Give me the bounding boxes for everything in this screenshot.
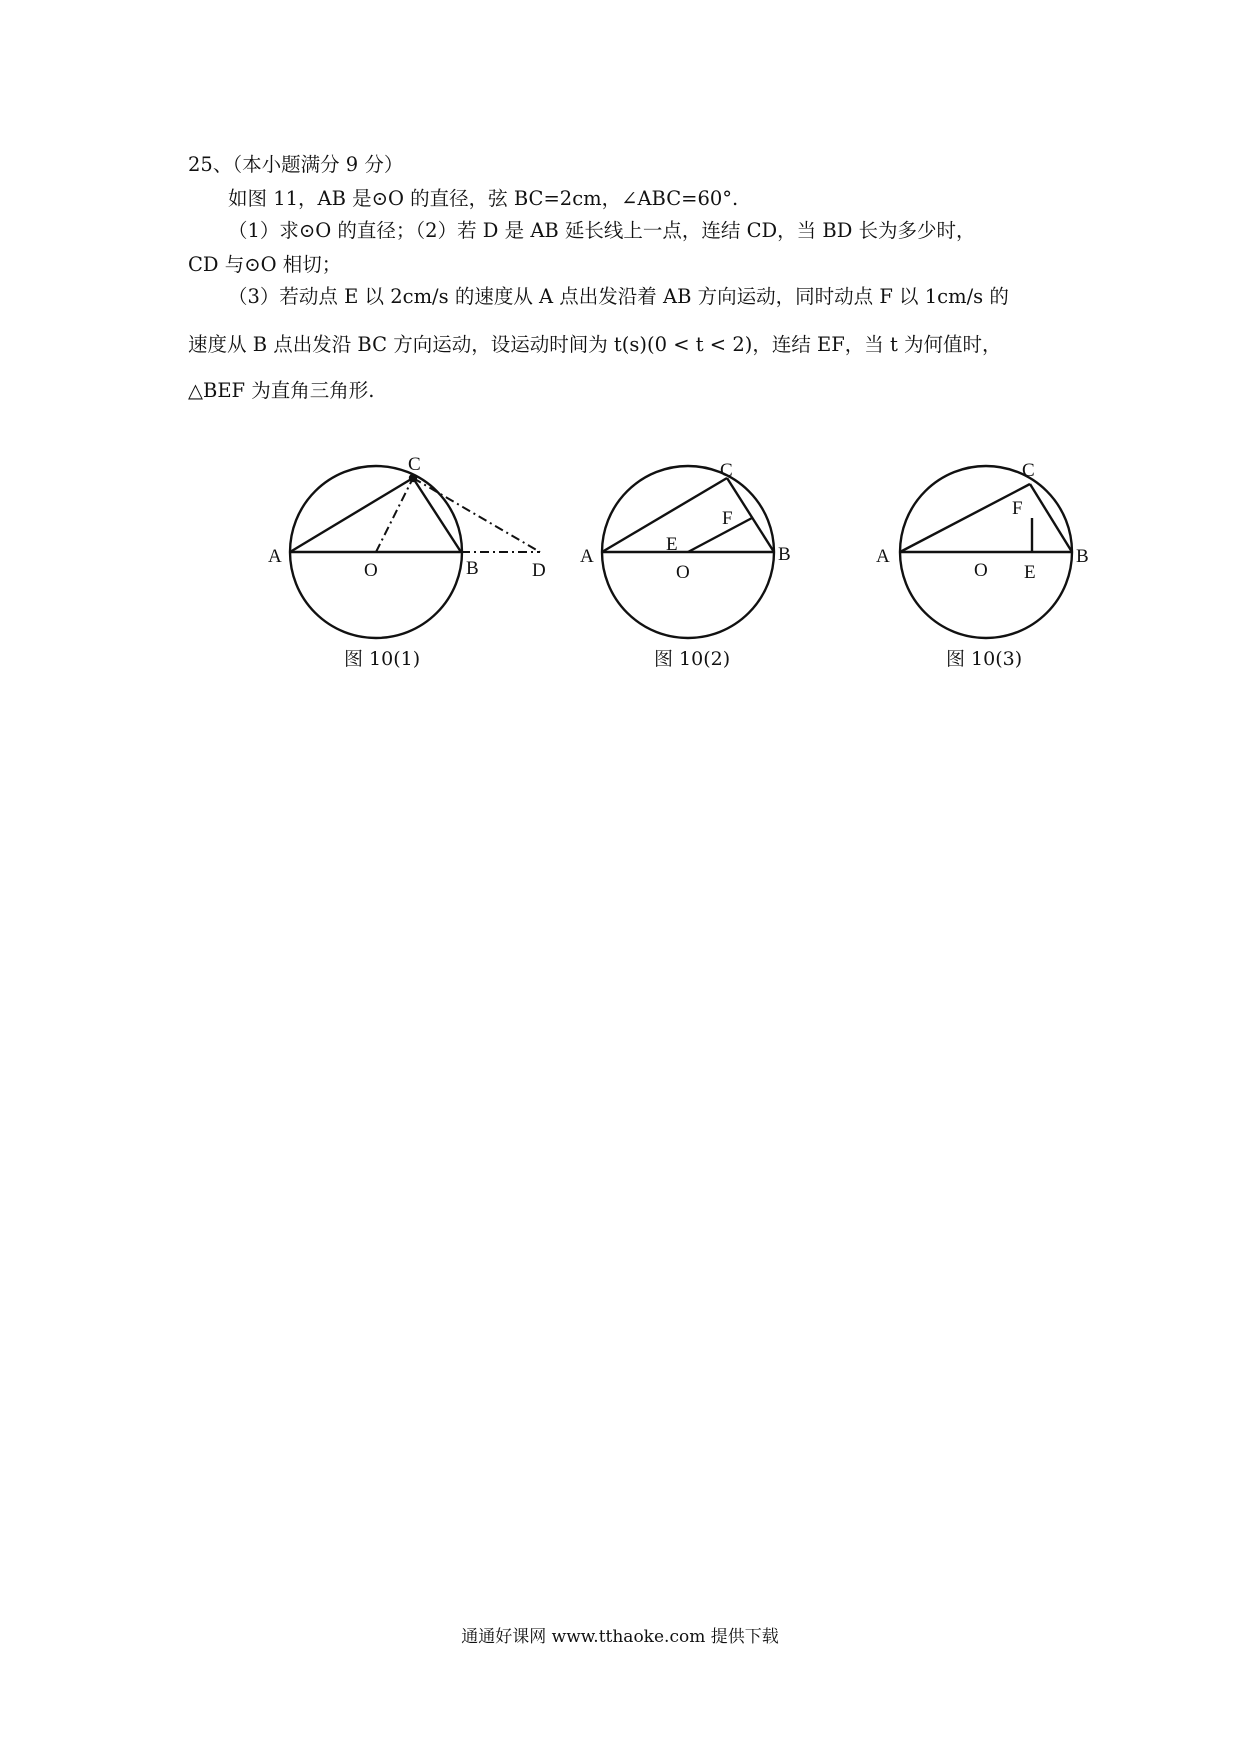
point-c-1: [410, 475, 416, 481]
label-o-3: O: [974, 560, 988, 581]
label-b-2: B: [778, 544, 791, 565]
label-c-2: C: [720, 460, 733, 481]
label-b-3: B: [1076, 546, 1089, 567]
problem-part3-end: △BEF 为直角三角形.: [188, 379, 375, 402]
problem-part1: （1）求⊙O 的直径；（2）若 D 是 AB 延长线上一点，连结 CD，当 BD 长为多少时，: [228, 219, 976, 242]
label-o-1: O: [364, 560, 378, 581]
problem-number: 25、（本小题满分 9 分）: [188, 153, 404, 176]
segment-ef-2: [688, 518, 752, 552]
label-f-2: F: [722, 508, 733, 529]
label-o-2: O: [676, 562, 690, 583]
problem-part3: （3）若动点 E 以 2cm/s 的速度从 A 点出发沿着 AB 方向运动，同时动点 F 以 1cm/s 的: [228, 285, 1009, 308]
label-e-3: E: [1024, 562, 1036, 583]
label-d-1: D: [532, 560, 546, 581]
figure-1: [290, 466, 540, 638]
label-a-2: A: [580, 546, 594, 567]
figure-2-caption: 图 10(2): [654, 648, 731, 670]
problem-part1-continued: CD 与⊙O 相切；: [188, 253, 342, 276]
chord-ac-3: [900, 484, 1030, 552]
label-f-3: F: [1012, 498, 1023, 519]
page-footer: 通通好课网 www.tthaoke.com 提供下载: [461, 1627, 779, 1647]
tangent-cd-dashed: [413, 478, 540, 552]
figure-1-caption: 图 10(1): [344, 648, 421, 670]
problem-intro: 如图 11，AB 是⊙O 的直径，弦 BC=2cm，∠ABC=60°.: [228, 187, 739, 210]
geometry-figures: [0, 0, 1240, 700]
problem-part3-continued: 速度从 B 点出发沿 BC 方向运动，设运动时间为 t(s)(0 < t < 2)，连结 EF，当 t 为何值时，: [188, 333, 1002, 356]
label-a-1: A: [268, 546, 282, 567]
label-e-2: E: [666, 534, 678, 555]
label-a-3: A: [876, 546, 890, 567]
figure-2: [602, 466, 774, 638]
label-c-1: C: [408, 454, 421, 475]
figure-3: [900, 466, 1072, 638]
figure-3-caption: 图 10(3): [946, 648, 1023, 670]
label-c-3: C: [1022, 460, 1035, 481]
label-b-1: B: [466, 558, 479, 579]
